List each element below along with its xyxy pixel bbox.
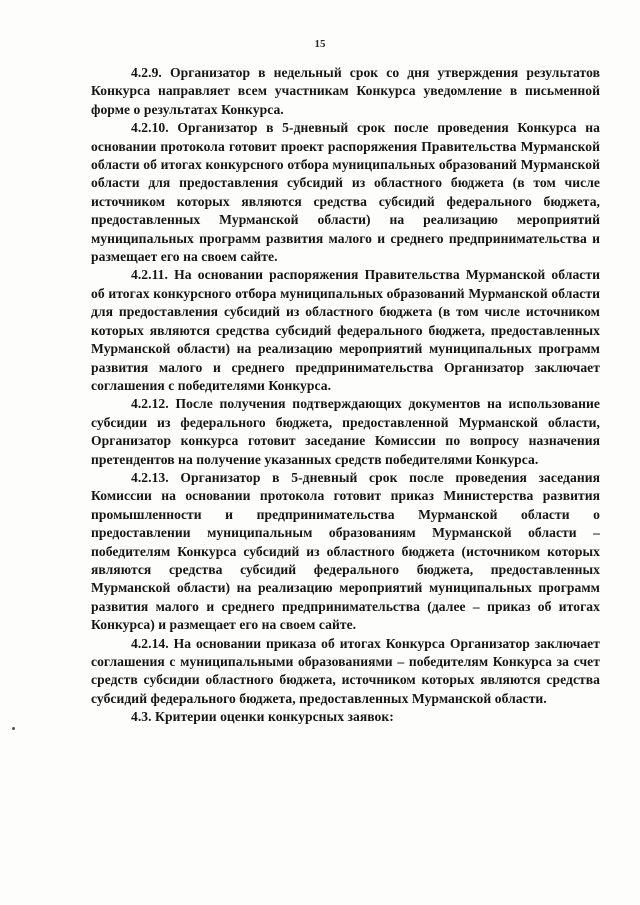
scan-speck — [12, 727, 15, 730]
paragraph-text: Организатор в 5-дневный срок после проведения Конкурса на основании протокола готовит проект распоряжения Правительства Мурманской области об итогах конкурсного отбора муниципальных образований Мурманской области для предоставления субсидий из областного бюджета (в том числе источником которых являются средства субсидий федерального бюджета, предоставленных Мурманской области) на реализацию мероприятий муниципальных программ развития малого и среднего предпринимательства и размещает его на своем сайте. — [91, 120, 600, 265]
paragraph-4-2-11 — [91, 266, 600, 395]
paragraph-text: На основании распоряжения Правительства Мурманской области об итогах конкурсного отбора муниципальных образований Мурманской области для предоставления субсидий из областного бюджета (в том числе источником которых являются средства субсидий федерального бюджета, предоставленных Мурманской области) на реализацию мероприятий муниципальных программ развития малого и среднего предпринимательства Организатор заключает соглашения с победителями Конкурса. — [91, 267, 600, 393]
page-number: 15 — [314, 38, 326, 50]
paragraph-text: На основании приказа об итогах Конкурса Организатор заключает соглашения с муниципальными образованиями – победителям Конкурса за счет средств субсидии областного бюджета, источником которых являются средства субсидий федерального бюджета, предоставленных Мурманской области. — [91, 635, 600, 706]
paragraph-4-2-13 — [91, 469, 600, 635]
paragraph-text: Критерии оценки конкурсных заявок: — [155, 709, 394, 725]
paragraph-4-2-9 — [91, 64, 600, 119]
paragraph-4-2-12 — [91, 395, 600, 469]
paragraph-number: 4.3. — [131, 709, 152, 725]
paragraph-number: 4.2.11. — [131, 267, 168, 283]
paragraph-number: 4.2.13. — [131, 469, 169, 485]
paragraph-number: 4.2.14. — [131, 635, 169, 651]
paragraph-text: Организатор в 5-дневный срок после проведения заседания Комиссии на основании протокола готовит приказ Министерства развития промышленности и предпринимательства Мурманской области о предоставлении муниципальным образованиям Мурманской области – победителям Конкурса субсидий из областного бюджета (источником которых являются средства субсидий федерального бюджета, предоставленных Мурманской области) на реализацию мероприятий муниципальных программ развития малого и среднего предпринимательства (далее – приказ об итогах Конкурса) и размещает его на своем сайте. — [91, 469, 600, 633]
paragraph-text: Организатор в недельный срок со дня утверждения результатов Конкурса направляет всем участникам Конкурса уведомление в письменной форме о результатах Конкурса. — [91, 65, 600, 117]
paragraph-4-2-14 — [91, 635, 600, 709]
document-body — [91, 64, 600, 727]
paragraph-number: 4.2.10. — [131, 120, 169, 136]
paragraph-number: 4.2.9. — [131, 65, 162, 80]
paragraph-4-3 — [91, 708, 600, 726]
paragraph-4-2-10 — [91, 119, 600, 266]
paragraph-text: После получения подтверждающих документов на использование субсидии из федерального бюджета, предоставленной Мурманской области, Организатор конкурса готовит заседание Комиссии по вопросу назначения претендентов на получение указанных средств победителями Конкурса. — [91, 396, 601, 467]
paragraph-number: 4.2.12. — [131, 396, 169, 412]
